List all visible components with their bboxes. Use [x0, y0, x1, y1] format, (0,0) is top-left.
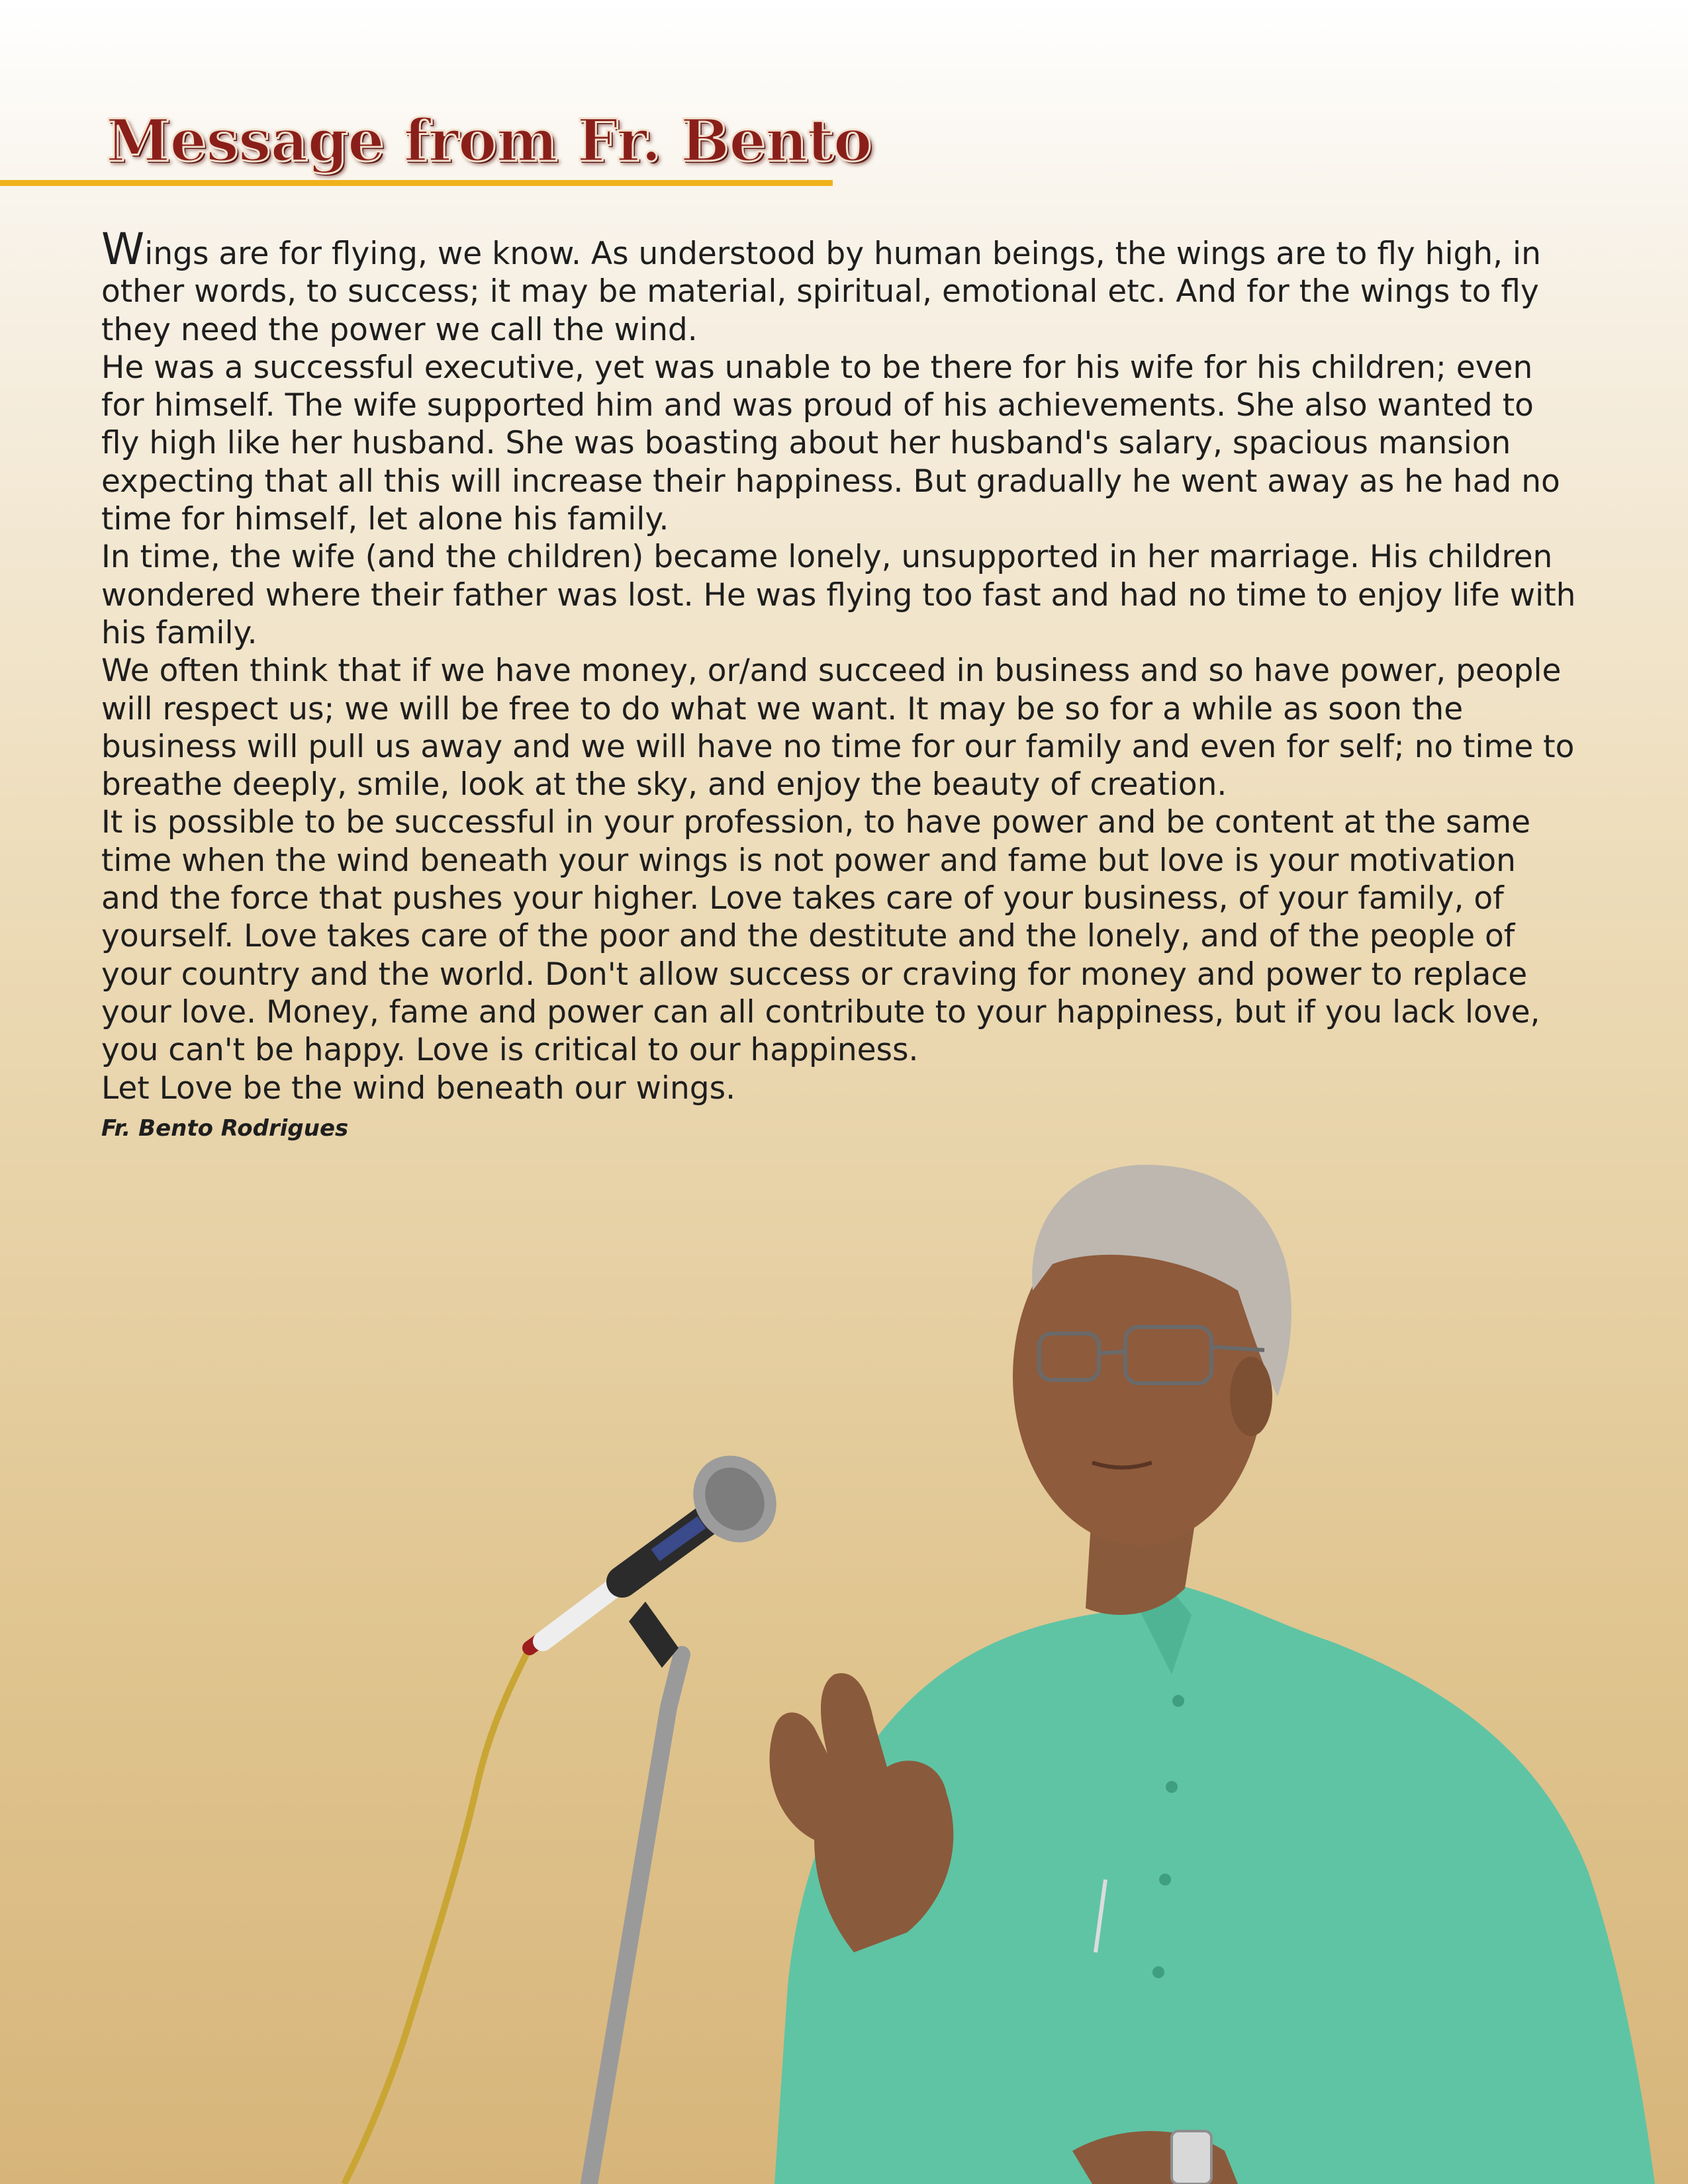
message-paragraph: It is possible to be successful in your profession, to have power and be content at the same time when the wind beneath your wings is not power and fame but love is your motivation and the force that pushes your higher. Love takes care of your business, of your family, of yourself. Love takes care of the poor and the destitute and the lonely, and of the people of your country and the world. Don't allow success or craving for money and power to replace your love. Money, fame and power can all contribute to your happiness, but if you lack love, you can't be happy. Love is critical to our happiness.: [101, 804, 1540, 1069]
portrait-photo: [311, 1092, 1688, 2184]
message-body: [101, 224, 1577, 1107]
message-paragraph: In time, the wife (and the children) became lonely, unsupported in her marriage. His children wondered where their father was lost. He was flying too fast and had no time to enjoy life with his family.: [101, 539, 1576, 651]
message-paragraph: He was a successful executive, yet was unable to be there for his wife for his children; even for himself. The wife supported him and was proud of his achievements. She also wanted to fly high like her husband. She was boasting about her husband's salary, spacious mansion expecting that all this will increase their happiness. But gradually he went away as he had no time for himself, let alone his family.: [101, 349, 1560, 538]
message-paragraph: Wings are for flying, we know. As understood by human beings, the wings are to fly high, in other words, to success; it may be material, spiritual, emotional etc. And for the wings to fly they need the power we call the wind.: [101, 224, 1541, 348]
microphone-cable: [344, 1648, 530, 2184]
microphone: [530, 1439, 793, 1648]
watch: [1172, 2131, 1211, 2184]
page-title: Message from Fr. Bento: [106, 106, 872, 175]
microphone-stand: [589, 1655, 682, 2184]
message-paragraph: Let Love be the wind beneath our wings.: [101, 1069, 736, 1107]
title-underline: [0, 180, 833, 186]
signature: Fr. Bento Rodrigues: [101, 1115, 349, 1142]
message-paragraph: We often think that if we have money, or/and succeed in business and so have power, people will respect us; we will be free to do what we want. It may be so for a while as soon the business will pull us away and we will have no time for our family and even for self; no time to breathe deeply, smile, look at the sky, and enjoy the beauty of creation.: [101, 653, 1575, 803]
